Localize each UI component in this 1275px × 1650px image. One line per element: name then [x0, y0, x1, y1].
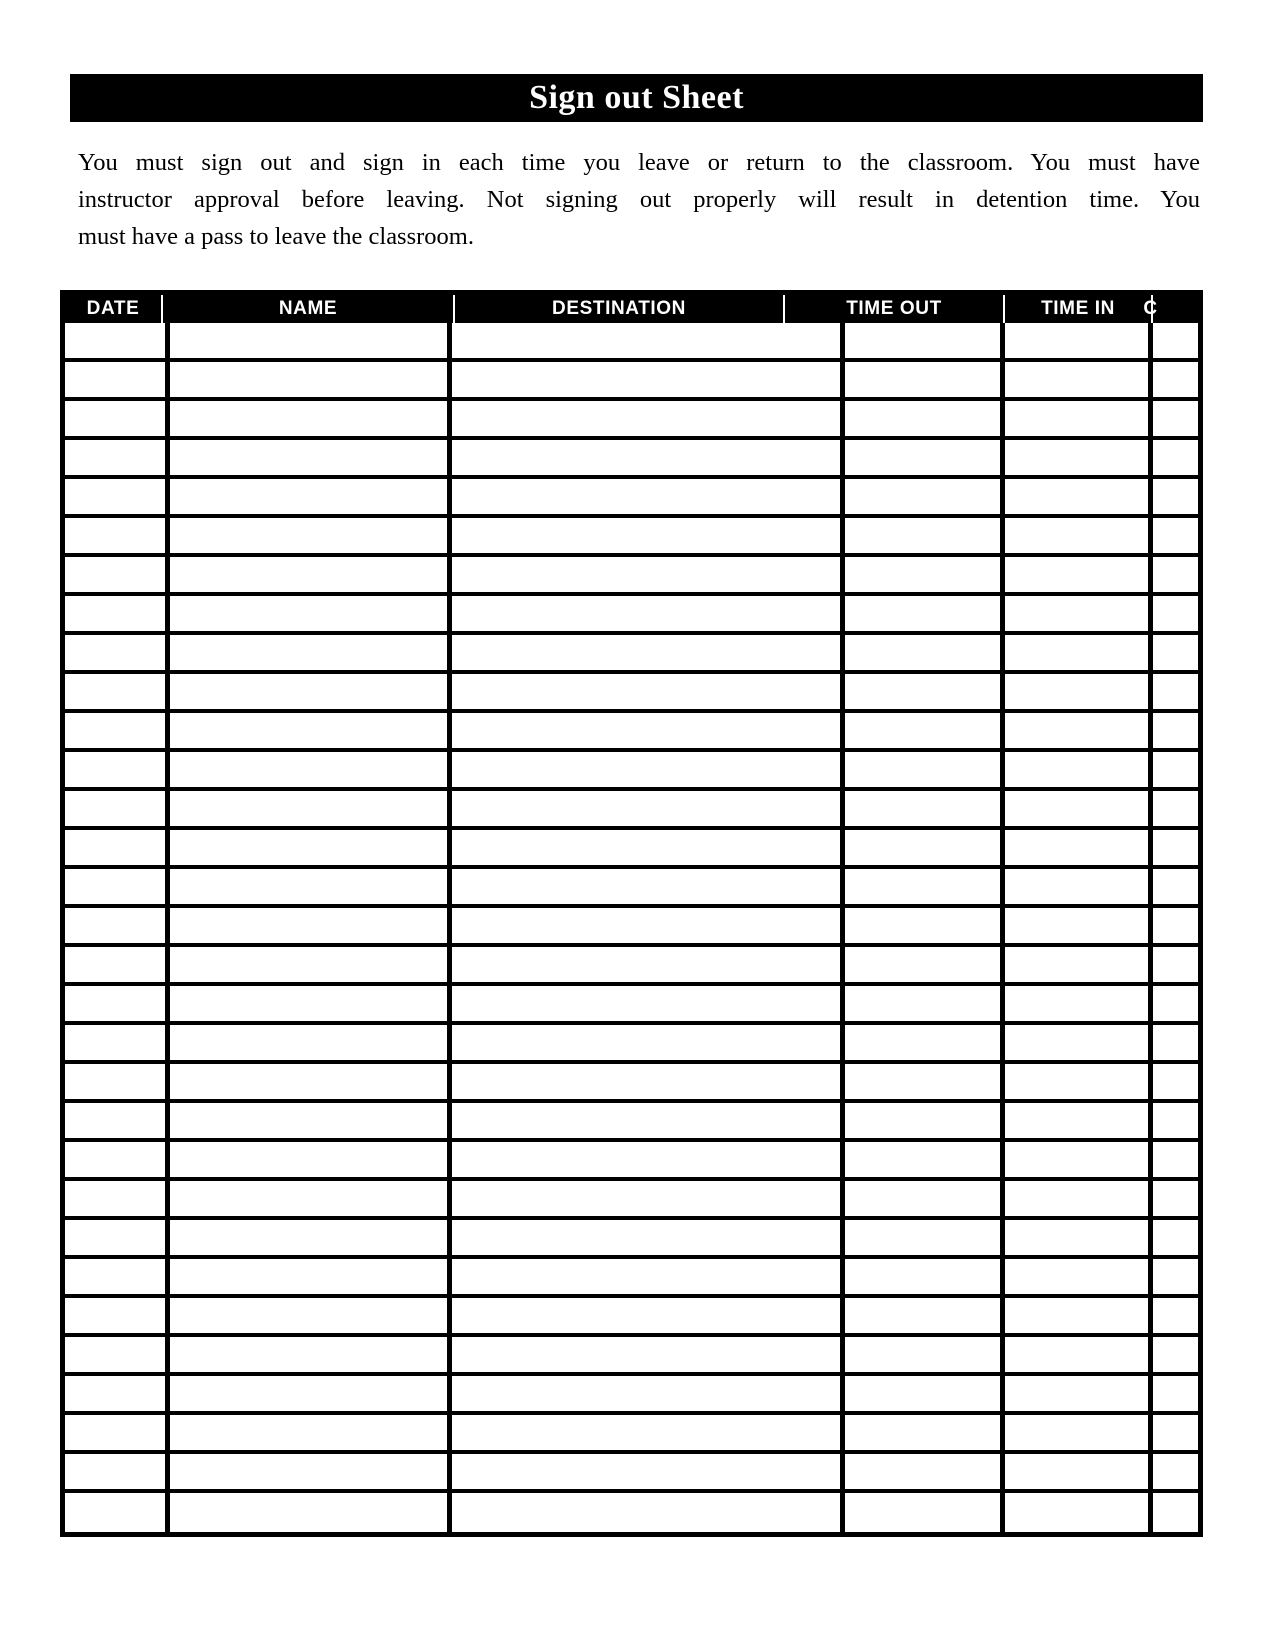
cell-time_in[interactable]: [1005, 1025, 1153, 1060]
cell-time_out[interactable]: [845, 596, 1005, 631]
table-row: [65, 1064, 1198, 1103]
cell-destination[interactable]: [452, 1220, 845, 1255]
cell-destination[interactable]: [452, 1337, 845, 1372]
cell-destination[interactable]: [452, 1025, 845, 1060]
cell-destination[interactable]: [452, 1259, 845, 1294]
table-row: [65, 1298, 1198, 1337]
table-row: [65, 791, 1198, 830]
cell-c[interactable]: [1153, 1064, 1198, 1099]
cell-name[interactable]: [170, 830, 452, 865]
column-header-time-out: [785, 295, 1005, 323]
column-header-destination-label: DESTINATION: [552, 298, 686, 319]
cell-destination[interactable]: [452, 1181, 845, 1216]
cell-date[interactable]: [65, 479, 170, 514]
cell-time_out[interactable]: [845, 1142, 1005, 1177]
cell-c[interactable]: [1153, 986, 1198, 1021]
cell-c[interactable]: [1153, 869, 1198, 904]
cell-destination[interactable]: [452, 1376, 845, 1411]
cell-date[interactable]: [65, 1181, 170, 1216]
cell-time_in[interactable]: [1005, 1376, 1153, 1411]
cell-name[interactable]: [170, 713, 452, 748]
table-row: [65, 1337, 1198, 1376]
cell-destination[interactable]: [452, 1493, 845, 1532]
cell-c[interactable]: [1153, 479, 1198, 514]
cell-time_out[interactable]: [845, 635, 1005, 670]
table-row: [65, 1103, 1198, 1142]
cell-time_out[interactable]: [845, 479, 1005, 514]
cell-c[interactable]: [1153, 1259, 1198, 1294]
table-row: [65, 947, 1198, 986]
cell-date[interactable]: [65, 1298, 170, 1333]
cell-name[interactable]: [170, 440, 452, 475]
cell-destination[interactable]: [452, 713, 845, 748]
cell-destination[interactable]: [452, 1454, 845, 1489]
cell-name[interactable]: [170, 596, 452, 631]
column-header-name: [163, 295, 455, 323]
cell-time_in[interactable]: [1005, 791, 1153, 826]
table-row: [65, 440, 1198, 479]
cell-time_out[interactable]: [845, 1337, 1005, 1372]
table-row: [65, 596, 1198, 635]
cell-name[interactable]: [170, 1220, 452, 1255]
cell-time_in[interactable]: [1005, 479, 1153, 514]
table-row: [65, 830, 1198, 869]
cell-name[interactable]: [170, 1376, 452, 1411]
cell-date[interactable]: [65, 869, 170, 904]
cell-destination[interactable]: [452, 635, 845, 670]
cell-name[interactable]: [170, 323, 452, 358]
cell-destination[interactable]: [452, 479, 845, 514]
cell-time_in[interactable]: [1005, 323, 1153, 358]
cell-time_in[interactable]: [1005, 1454, 1153, 1489]
cell-name[interactable]: [170, 791, 452, 826]
cell-time_out[interactable]: [845, 518, 1005, 553]
cell-time_in[interactable]: [1005, 1298, 1153, 1333]
cell-time_out[interactable]: [845, 908, 1005, 943]
cell-date[interactable]: [65, 557, 170, 592]
table-row: [65, 518, 1198, 557]
cell-destination[interactable]: [452, 1298, 845, 1333]
cell-time_out[interactable]: [845, 401, 1005, 436]
cell-time_in[interactable]: [1005, 440, 1153, 475]
cell-name[interactable]: [170, 1142, 452, 1177]
cell-name[interactable]: [170, 479, 452, 514]
cell-destination[interactable]: [452, 1103, 845, 1138]
table-row: [65, 1454, 1198, 1493]
cell-time_in[interactable]: [1005, 1220, 1153, 1255]
page-title: Sign out Sheet: [529, 79, 744, 116]
cell-name[interactable]: [170, 947, 452, 982]
cell-date[interactable]: [65, 713, 170, 748]
cell-date[interactable]: [65, 1103, 170, 1138]
column-header-time-out-label: TIME OUT: [846, 298, 942, 319]
cell-time_out[interactable]: [845, 1064, 1005, 1099]
cell-destination[interactable]: [452, 362, 845, 397]
cell-c[interactable]: [1153, 1220, 1198, 1255]
cell-time_in[interactable]: [1005, 1142, 1153, 1177]
cell-date[interactable]: [65, 1259, 170, 1294]
column-header-time-in: [1005, 295, 1153, 323]
cell-destination[interactable]: [452, 674, 845, 709]
table-row: [65, 1220, 1198, 1259]
cell-date[interactable]: [65, 401, 170, 436]
cell-name[interactable]: [170, 1415, 452, 1450]
cell-name[interactable]: [170, 1298, 452, 1333]
cell-c[interactable]: [1153, 1376, 1198, 1411]
cell-c[interactable]: [1153, 791, 1198, 826]
cell-name[interactable]: [170, 362, 452, 397]
cell-name[interactable]: [170, 1337, 452, 1372]
cell-name[interactable]: [170, 557, 452, 592]
cell-c[interactable]: [1153, 752, 1198, 787]
cell-time_out[interactable]: [845, 1298, 1005, 1333]
cell-c[interactable]: [1153, 596, 1198, 631]
cell-c[interactable]: [1153, 674, 1198, 709]
cell-destination[interactable]: [452, 791, 845, 826]
cell-name[interactable]: [170, 1493, 452, 1532]
cell-date[interactable]: [65, 323, 170, 358]
cell-c[interactable]: [1153, 635, 1198, 670]
cell-c[interactable]: [1153, 1103, 1198, 1138]
cell-time_in[interactable]: [1005, 362, 1153, 397]
title-bar: [70, 74, 1203, 122]
column-header-date: [65, 295, 163, 323]
cell-destination[interactable]: [452, 908, 845, 943]
instructions-paragraph: [78, 144, 1200, 255]
cell-name[interactable]: [170, 635, 452, 670]
cell-time_out[interactable]: [845, 440, 1005, 475]
cell-c[interactable]: [1153, 362, 1198, 397]
cell-date[interactable]: [65, 1220, 170, 1255]
cell-time_out[interactable]: [845, 947, 1005, 982]
table-row: [65, 713, 1198, 752]
table-row: [65, 1376, 1198, 1415]
column-header-name-label: NAME: [278, 298, 338, 319]
cell-c[interactable]: [1153, 1415, 1198, 1450]
cell-time_in[interactable]: [1005, 947, 1153, 982]
cell-destination[interactable]: [452, 596, 845, 631]
cell-time_in[interactable]: [1005, 518, 1153, 553]
cell-name[interactable]: [170, 1064, 452, 1099]
cell-time_out[interactable]: [845, 1259, 1005, 1294]
cell-c[interactable]: [1153, 713, 1198, 748]
cell-date[interactable]: [65, 674, 170, 709]
cell-time_out[interactable]: [845, 323, 1005, 358]
table-row: [65, 362, 1198, 401]
cell-time_out[interactable]: [845, 557, 1005, 592]
table-header-row: [65, 295, 1198, 323]
cell-time_out[interactable]: [845, 1181, 1005, 1216]
cell-destination[interactable]: [452, 557, 845, 592]
cell-time_in[interactable]: [1005, 1415, 1153, 1450]
cell-date[interactable]: [65, 1337, 170, 1372]
cell-date[interactable]: [65, 1415, 170, 1450]
cell-date[interactable]: [65, 635, 170, 670]
table-row: [65, 1025, 1198, 1064]
cell-destination[interactable]: [452, 869, 845, 904]
cell-time_in[interactable]: [1005, 1337, 1153, 1372]
cell-time_out[interactable]: [845, 869, 1005, 904]
cell-time_in[interactable]: [1005, 596, 1153, 631]
column-header-time-in-label: TIME IN: [1041, 298, 1115, 319]
cell-destination[interactable]: [452, 830, 845, 865]
cell-date[interactable]: [65, 1025, 170, 1060]
cell-name[interactable]: [170, 1025, 452, 1060]
cell-name[interactable]: [170, 518, 452, 553]
cell-time_out[interactable]: [845, 830, 1005, 865]
cell-time_out[interactable]: [845, 1103, 1005, 1138]
cell-c[interactable]: [1153, 1025, 1198, 1060]
column-header-destination: [455, 295, 785, 323]
cell-time_out[interactable]: [845, 1493, 1005, 1532]
sign-out-table: [60, 290, 1203, 1537]
cell-time_in[interactable]: [1005, 908, 1153, 943]
table-row: [65, 557, 1198, 596]
cell-c[interactable]: [1153, 947, 1198, 982]
cell-time_in[interactable]: [1005, 1181, 1153, 1216]
table-row: [65, 1181, 1198, 1220]
cell-date[interactable]: [65, 518, 170, 553]
table-row: [65, 869, 1198, 908]
cell-time_in[interactable]: [1005, 401, 1153, 436]
cell-c[interactable]: [1153, 908, 1198, 943]
cell-time_out[interactable]: [845, 1376, 1005, 1411]
cell-time_out[interactable]: [845, 1454, 1005, 1489]
cell-c[interactable]: [1153, 1142, 1198, 1177]
cell-date[interactable]: [65, 1064, 170, 1099]
table-row: [65, 1415, 1198, 1454]
cell-date[interactable]: [65, 1142, 170, 1177]
cell-name[interactable]: [170, 674, 452, 709]
cell-time_in[interactable]: [1005, 752, 1153, 787]
cell-destination[interactable]: [452, 440, 845, 475]
cell-date[interactable]: [65, 596, 170, 631]
cell-time_in[interactable]: [1005, 986, 1153, 1021]
cell-name[interactable]: [170, 1259, 452, 1294]
cell-date[interactable]: [65, 830, 170, 865]
cell-time_out[interactable]: [845, 362, 1005, 397]
cell-date[interactable]: [65, 752, 170, 787]
cell-destination[interactable]: [452, 1064, 845, 1099]
table-row: [65, 908, 1198, 947]
cell-destination[interactable]: [452, 401, 845, 436]
cell-time_out[interactable]: [845, 1025, 1005, 1060]
cell-date[interactable]: [65, 908, 170, 943]
table-row: [65, 674, 1198, 713]
cell-time_in[interactable]: [1005, 869, 1153, 904]
column-header-date-label: DATE: [86, 298, 140, 319]
cell-name[interactable]: [170, 908, 452, 943]
table-row: [65, 635, 1198, 674]
table-row: [65, 401, 1198, 440]
cell-destination[interactable]: [452, 518, 845, 553]
cell-time_out[interactable]: [845, 1220, 1005, 1255]
cell-time_in[interactable]: [1005, 557, 1153, 592]
cell-time_out[interactable]: [845, 1415, 1005, 1450]
cell-destination[interactable]: [452, 1415, 845, 1450]
cell-time_in[interactable]: [1005, 635, 1153, 670]
cell-time_out[interactable]: [845, 674, 1005, 709]
cell-date[interactable]: [65, 1376, 170, 1411]
cell-date[interactable]: [65, 362, 170, 397]
cell-time_out[interactable]: [845, 986, 1005, 1021]
cell-time_out[interactable]: [845, 791, 1005, 826]
table-row: [65, 1142, 1198, 1181]
cell-time_in[interactable]: [1005, 1259, 1153, 1294]
cell-c[interactable]: [1153, 1337, 1198, 1372]
cell-name[interactable]: [170, 1454, 452, 1489]
table-row: [65, 986, 1198, 1025]
cell-date[interactable]: [65, 947, 170, 982]
table-row: [65, 1259, 1198, 1298]
cell-time_in[interactable]: [1005, 1493, 1153, 1532]
cell-name[interactable]: [170, 986, 452, 1021]
cell-name[interactable]: [170, 752, 452, 787]
cell-time_in[interactable]: [1005, 830, 1153, 865]
cell-destination[interactable]: [452, 752, 845, 787]
cell-c[interactable]: [1153, 440, 1198, 475]
cell-destination[interactable]: [452, 986, 845, 1021]
cell-date[interactable]: [65, 440, 170, 475]
cell-c[interactable]: [1153, 1298, 1198, 1333]
table-body: [65, 323, 1198, 1532]
cell-time_in[interactable]: [1005, 1103, 1153, 1138]
cell-date[interactable]: [65, 1493, 170, 1532]
cell-time_in[interactable]: [1005, 674, 1153, 709]
instructions-line-1: You must sign out and sign in each time you leave or return to the classroom. You must have: [78, 149, 1200, 176]
cell-destination[interactable]: [452, 1142, 845, 1177]
cell-c[interactable]: [1153, 1454, 1198, 1489]
cell-c[interactable]: [1153, 323, 1198, 358]
cell-date[interactable]: [65, 791, 170, 826]
instructions-line-2: instructor approval before leaving. Not signing out properly will result in detention time. You: [78, 186, 1200, 213]
cell-c[interactable]: [1153, 518, 1198, 553]
table-row: [65, 752, 1198, 791]
cell-destination[interactable]: [452, 947, 845, 982]
table-row: [65, 323, 1198, 362]
column-header-c-label: C: [1143, 298, 1158, 319]
cell-name[interactable]: [170, 1181, 452, 1216]
cell-c[interactable]: [1153, 401, 1198, 436]
cell-date[interactable]: [65, 1454, 170, 1489]
cell-c[interactable]: [1153, 1493, 1198, 1532]
cell-time_in[interactable]: [1005, 713, 1153, 748]
cell-time_in[interactable]: [1005, 1064, 1153, 1099]
table-row: [65, 1493, 1198, 1532]
cell-date[interactable]: [65, 986, 170, 1021]
table-row: [65, 479, 1198, 518]
cell-time_out[interactable]: [845, 713, 1005, 748]
cell-c[interactable]: [1153, 830, 1198, 865]
cell-destination[interactable]: [452, 323, 845, 358]
cell-name[interactable]: [170, 401, 452, 436]
instructions-line-3: must have a pass to leave the classroom.: [78, 223, 474, 250]
cell-c[interactable]: [1153, 1181, 1198, 1216]
cell-name[interactable]: [170, 869, 452, 904]
cell-name[interactable]: [170, 1103, 452, 1138]
cell-time_out[interactable]: [845, 752, 1005, 787]
cell-c[interactable]: [1153, 557, 1198, 592]
column-header-c: [1143, 295, 1198, 323]
